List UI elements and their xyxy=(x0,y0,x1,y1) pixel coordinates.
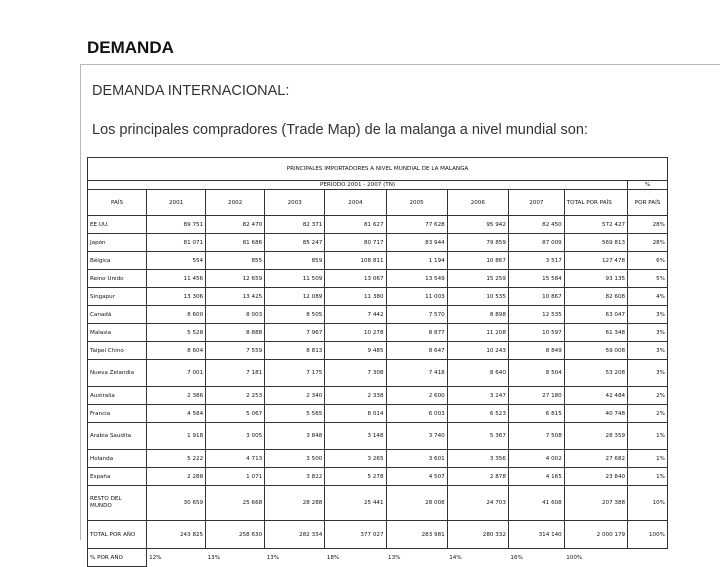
row-country: Singapur xyxy=(88,288,147,306)
table-cell: 2 386 xyxy=(147,387,206,405)
table-cell: 5 222 xyxy=(147,450,206,468)
table-cell: 108 811 xyxy=(325,252,386,270)
table-row xyxy=(88,521,668,549)
table-row xyxy=(88,342,668,360)
table-cell: 5 067 xyxy=(206,405,265,423)
table-cell: 554 xyxy=(147,252,206,270)
table-cell: 80 717 xyxy=(325,234,386,252)
column-header: 2001 xyxy=(147,190,206,216)
table-row xyxy=(88,234,668,252)
table-cell: 5 367 xyxy=(447,423,508,450)
table-cell: 10 243 xyxy=(447,342,508,360)
table-cell: 81 686 xyxy=(206,234,265,252)
table-cell: 4 584 xyxy=(147,405,206,423)
table-cell: 10 867 xyxy=(508,288,564,306)
table-cell: 27 180 xyxy=(508,387,564,405)
table-cell: 23 840 xyxy=(564,468,627,486)
row-country: Japón xyxy=(88,234,147,252)
column-header: POR PAÍS xyxy=(628,190,668,216)
table-cell: 8 014 xyxy=(325,405,386,423)
table-cell: 13 549 xyxy=(386,270,447,288)
table-cell: 314 140 xyxy=(508,521,564,549)
table-cell: 93 135 xyxy=(564,270,627,288)
table-cell: 85 247 xyxy=(265,234,325,252)
table-cell: 7 967 xyxy=(265,324,325,342)
table-cell: 3% xyxy=(628,324,668,342)
row-country: Arabia Saudita xyxy=(88,423,147,450)
table-cell: 3 740 xyxy=(386,423,447,450)
table-cell: 5 278 xyxy=(325,468,386,486)
table-cell: 28 359 xyxy=(564,423,627,450)
row-country: Malasia xyxy=(88,324,147,342)
table-cell: 2 600 xyxy=(386,387,447,405)
table-cell: 377 027 xyxy=(325,521,386,549)
table-cell: 4% xyxy=(628,288,668,306)
table-cell: 82 608 xyxy=(564,288,627,306)
row-country: Holanda xyxy=(88,450,147,468)
table-row xyxy=(88,486,668,521)
table-cell: 10 597 xyxy=(508,324,564,342)
table-cell: 5 528 xyxy=(147,324,206,342)
table-cell: 87 009 xyxy=(508,234,564,252)
column-header: 2006 xyxy=(447,190,508,216)
row-country: EE.UU. xyxy=(88,216,147,234)
row-country: Taipei Chino xyxy=(88,342,147,360)
table-cell: 14% xyxy=(449,554,462,561)
table-cell: 82 450 xyxy=(508,216,564,234)
table-cell: 12 535 xyxy=(508,306,564,324)
table-cell: 10 867 xyxy=(447,252,508,270)
table-cell: 63 047 xyxy=(564,306,627,324)
table-cell: 8 888 xyxy=(206,324,265,342)
table-cell: 89 751 xyxy=(147,216,206,234)
table-cell: 2 338 xyxy=(325,387,386,405)
table-cell: 1% xyxy=(628,423,668,450)
table-cell: 8 640 xyxy=(447,360,508,387)
table-cell: 28% xyxy=(628,216,668,234)
table-cell: 28 288 xyxy=(265,486,325,521)
table-row xyxy=(88,216,668,234)
table-cell: 28% xyxy=(628,234,668,252)
table-cell: 8 898 xyxy=(447,306,508,324)
table-cell: 83 944 xyxy=(386,234,447,252)
table-cell: 3 356 xyxy=(447,450,508,468)
row-country: Reino Unido xyxy=(88,270,147,288)
table-cell: 15 584 xyxy=(508,270,564,288)
row-country: Bélgica xyxy=(88,252,147,270)
table-cell: 53 208 xyxy=(564,360,627,387)
table-cell: 25 668 xyxy=(206,486,265,521)
table-cell: 3 822 xyxy=(265,468,325,486)
bullet-main-buyers: Los principales compradores (Trade Map) de la malanga a nivel mundial son: xyxy=(92,122,588,138)
column-header: 2005 xyxy=(386,190,447,216)
table-cell: 7 508 xyxy=(508,423,564,450)
table-cell: 3% xyxy=(628,306,668,324)
table-cell: 8 849 xyxy=(508,342,564,360)
table-row xyxy=(88,306,668,324)
table-row xyxy=(88,405,668,423)
table-cell: 207 388 xyxy=(564,486,627,521)
table-cell: 11 509 xyxy=(265,270,325,288)
table-cell: 8 600 xyxy=(147,306,206,324)
table-cell: 3 148 xyxy=(325,423,386,450)
row-country: TOTAL POR AÑO xyxy=(88,521,147,549)
column-header: 2007 xyxy=(508,190,564,216)
table-cell: 8 003 xyxy=(206,306,265,324)
table-cell: 127 478 xyxy=(564,252,627,270)
table-cell: 1% xyxy=(628,468,668,486)
table-cell: 7 418 xyxy=(386,360,447,387)
table-cell: 2 288 xyxy=(147,468,206,486)
table-row xyxy=(88,468,668,486)
row-country: Nueva Zelandia xyxy=(88,360,147,387)
row-country: RESTO DEL MUNDO xyxy=(88,486,147,521)
table-cell: 8 647 xyxy=(386,342,447,360)
row-country: Australia xyxy=(88,387,147,405)
table-cell: 77 628 xyxy=(386,216,447,234)
table-cell: 3 005 xyxy=(206,423,265,450)
row-label: % POR AÑO xyxy=(88,549,147,567)
row-country: Francia xyxy=(88,405,147,423)
table-cell: 2% xyxy=(628,387,668,405)
table-cell: 81 627 xyxy=(325,216,386,234)
table-cell: 59 008 xyxy=(564,342,627,360)
table-cell: 2 340 xyxy=(265,387,325,405)
table-cell: 855 xyxy=(206,252,265,270)
table-cell: 13 306 xyxy=(147,288,206,306)
table-cell: 82 470 xyxy=(206,216,265,234)
slide-title: DEMANDA xyxy=(87,38,174,57)
table-cell: 61 348 xyxy=(564,324,627,342)
table-row xyxy=(88,324,668,342)
table-cell: 258 630 xyxy=(206,521,265,549)
table-cell: 4 507 xyxy=(386,468,447,486)
table-cell: 13 067 xyxy=(325,270,386,288)
table-cell: 3% xyxy=(628,360,668,387)
table-cell: 3 517 xyxy=(508,252,564,270)
table-caption: PRINCIPALES IMPORTADORES A NIVEL MUNDIAL DE LA MALANGA xyxy=(88,158,668,181)
table-cell: 13% xyxy=(207,554,221,561)
table-cell: 7 559 xyxy=(206,342,265,360)
table-cell: 1 194 xyxy=(386,252,447,270)
row-country: España xyxy=(88,468,147,486)
table-cell: 100% xyxy=(628,521,668,549)
table-row xyxy=(88,360,668,387)
table-cell: 1% xyxy=(628,450,668,468)
table-cell: 13 425 xyxy=(206,288,265,306)
table-cell: 16% xyxy=(510,554,523,561)
table-cell: 2 253 xyxy=(206,387,265,405)
table-row xyxy=(88,270,668,288)
table-cell: 3 265 xyxy=(325,450,386,468)
table-cell: 3 500 xyxy=(265,450,325,468)
table-row xyxy=(88,450,668,468)
table-row xyxy=(88,387,668,405)
table-cell: 82 371 xyxy=(265,216,325,234)
table-cell: 282 334 xyxy=(265,521,325,549)
table-cell: 859 xyxy=(265,252,325,270)
table-cell: 8 877 xyxy=(386,324,447,342)
table-cell: 40 748 xyxy=(564,405,627,423)
table-cell: 1 918 xyxy=(147,423,206,450)
table-cell: 95 942 xyxy=(447,216,508,234)
table-cell: 4 713 xyxy=(206,450,265,468)
table-cell: 11 456 xyxy=(147,270,206,288)
table-cell: 6% xyxy=(628,252,668,270)
table-cell: 7 001 xyxy=(147,360,206,387)
table-cell: 18% xyxy=(326,554,340,561)
importers-table xyxy=(87,157,668,567)
bullet-demand-international: DEMANDA INTERNACIONAL: xyxy=(92,83,290,99)
table-cell: 3% xyxy=(628,342,668,360)
column-header: PAÍS xyxy=(88,190,147,216)
table-cell: 10 278 xyxy=(325,324,386,342)
period-label: PERIODO 2001 - 2007 (TN) xyxy=(88,181,628,190)
table-cell: 280 332 xyxy=(447,521,508,549)
table-cell: 7 442 xyxy=(325,306,386,324)
table-cell: 30 659 xyxy=(147,486,206,521)
frame-top-rule xyxy=(80,64,720,65)
column-header: 2004 xyxy=(325,190,386,216)
table-cell: 24 703 xyxy=(447,486,508,521)
table-cell: 10 535 xyxy=(447,288,508,306)
table-cell: 42 484 xyxy=(564,387,627,405)
table-cell: 8 604 xyxy=(147,342,206,360)
table-cell: 3 247 xyxy=(447,387,508,405)
table-cell: 5 565 xyxy=(265,405,325,423)
table-cell: 5% xyxy=(628,270,668,288)
frame-left-rule xyxy=(80,64,81,540)
table-cell: 12 659 xyxy=(206,270,265,288)
table-cell: 2 878 xyxy=(447,468,508,486)
table-cell: 13% xyxy=(266,554,280,561)
table-cell: 12% xyxy=(149,554,162,561)
table-cell: 8 505 xyxy=(265,306,325,324)
table-cell: 8 813 xyxy=(265,342,325,360)
table-cell: 4 002 xyxy=(508,450,564,468)
table-cell: 2% xyxy=(628,405,668,423)
table-cell: 8 504 xyxy=(508,360,564,387)
table-row xyxy=(88,252,668,270)
table-cell: 10% xyxy=(628,486,668,521)
table-cell: 79 859 xyxy=(447,234,508,252)
table-cell: 7 181 xyxy=(206,360,265,387)
table-cell: 11 380 xyxy=(325,288,386,306)
table-cell: 12 089 xyxy=(265,288,325,306)
table-cell: 3 601 xyxy=(386,450,447,468)
column-header: 2002 xyxy=(206,190,265,216)
table-cell: 81 071 xyxy=(147,234,206,252)
table-cell: 25 441 xyxy=(325,486,386,521)
table-cell: 6 815 xyxy=(508,405,564,423)
table-cell: 6 003 xyxy=(386,405,447,423)
table-cell: 569 813 xyxy=(564,234,627,252)
table-cell: 6 523 xyxy=(447,405,508,423)
row-country: Canadá xyxy=(88,306,147,324)
table-cell: 11 208 xyxy=(447,324,508,342)
table-cell: 572 427 xyxy=(564,216,627,234)
table-cell: 13% xyxy=(388,554,401,561)
column-header: TOTAL POR PAÍS xyxy=(564,190,627,216)
table-cell: 7 308 xyxy=(325,360,386,387)
table-cell: 3 848 xyxy=(265,423,325,450)
table-row xyxy=(88,423,668,450)
table-cell: 7 175 xyxy=(265,360,325,387)
table-cell: 15 259 xyxy=(447,270,508,288)
percent-per-year-row xyxy=(88,549,668,567)
column-header: 2003 xyxy=(265,190,325,216)
table-cell: 1 071 xyxy=(206,468,265,486)
table-cell: 11 003 xyxy=(386,288,447,306)
table-cell: 283 981 xyxy=(386,521,447,549)
table-cell: 2 000 179 xyxy=(564,521,627,549)
table-cell: 27 682 xyxy=(564,450,627,468)
table-cell: 243 825 xyxy=(147,521,206,549)
table-cell: 9 485 xyxy=(325,342,386,360)
table-cell: 28 008 xyxy=(386,486,447,521)
percent-header: % xyxy=(628,181,668,190)
table-row xyxy=(88,288,668,306)
table-cell: 41 608 xyxy=(508,486,564,521)
table-cell: 4 165 xyxy=(508,468,564,486)
table-cell: 100% xyxy=(566,554,583,561)
table-cell: 7 570 xyxy=(386,306,447,324)
